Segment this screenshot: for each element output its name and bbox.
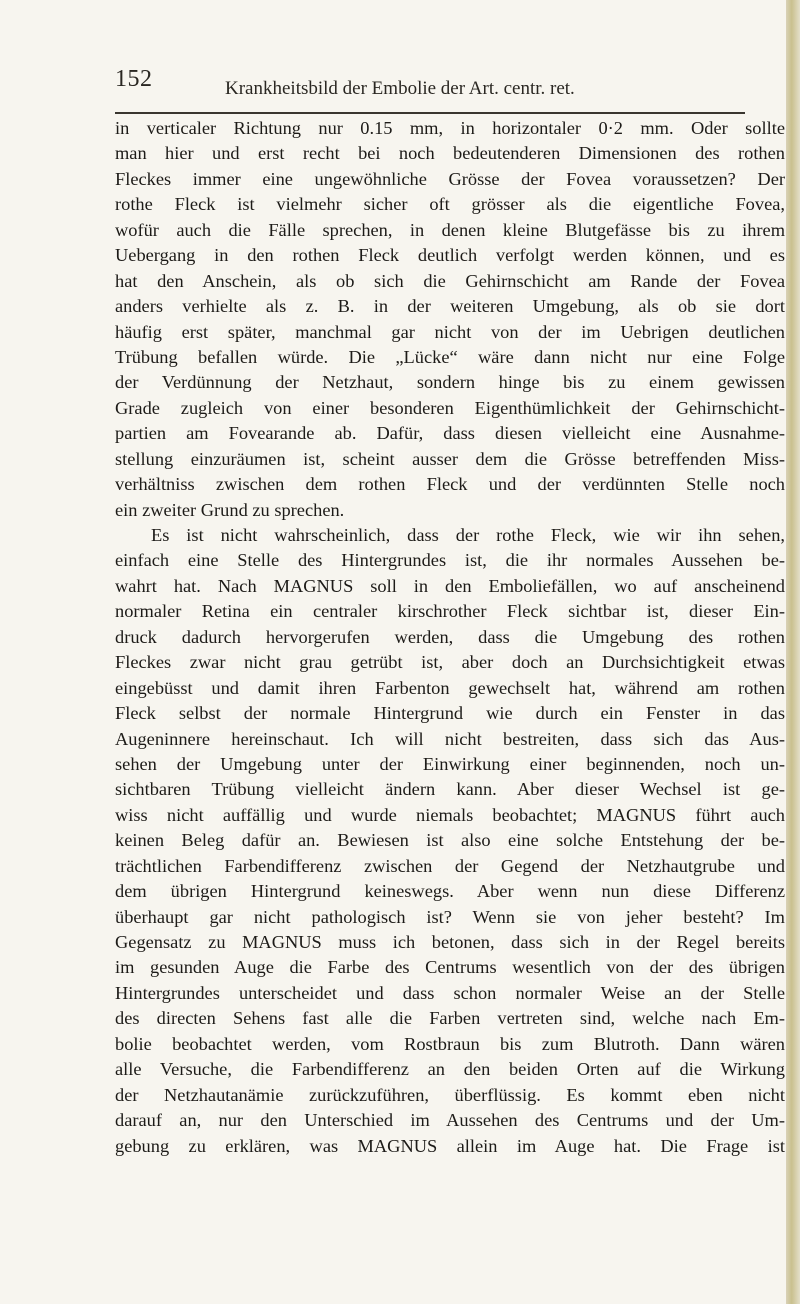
text-line: überhaupt gar nicht pathologisch ist? Wenn sie von jeher besteht? Im [115,906,785,927]
running-head: Krankheitsbild der Embolie der Art. centr. ret. [225,78,575,99]
text-line: Uebergang in den rothen Fleck deutlich verfolgt werden können, und es [115,245,785,266]
text-line: man hier und erst recht bei noch bedeutenderen Dimensionen des rothen [115,143,785,164]
text-line: druck dadurch hervorgerufen werden, dass die Umgebung des rothen [115,626,785,647]
page-number: 152 [115,66,153,92]
text-line: einfach eine Stelle des Hintergrundes ist, die ihr normales Aussehen be- [115,550,785,571]
text-line: partien am Fovearande ab. Dafür, dass diesen vielleicht eine Ausnahme- [115,423,785,444]
text-line: Grade zugleich von einer besonderen Eigenthümlichkeit der Gehirnschicht- [115,397,785,418]
text-line: in verticaler Richtung nur 0.15 mm, in horizontaler 0·2 mm. Oder sollte [115,118,785,138]
text-line: sichtbaren Trübung vielleicht ändern kann. Aber dieser Wechsel ist ge- [115,779,785,800]
text-line: häufig erst später, manchmal gar nicht von der im Uebrigen deutlichen [115,321,785,342]
text-line: wiss nicht auffällig und wurde niemals beobachtet; MAGNUS führt auch [115,804,785,825]
text-line: alle Versuche, die Farbendifferenz an den beiden Orten auf die Wirkung [115,1059,785,1080]
text-line: bolie beobachtet werden, vom Rostbraun bis zum Blutroth. Dann wären [115,1033,785,1054]
text-line: trächtlichen Farbendifferenz zwischen der Gegend der Netzhautgrube und [115,855,785,876]
text-line: dem übrigen Hintergrund keineswegs. Aber wenn nun diese Differenz [115,881,785,902]
text-line: Gegensatz zu MAGNUS muss ich betonen, dass sich in der Regel bereits [115,932,785,952]
text-line: keinen Beleg dafür an. Bewiesen ist also eine solche Entstehung der be- [115,830,785,851]
text-line: Augeninnere hereinschaut. Ich will nicht bestreiten, dass sich das Aus- [115,728,785,749]
text-line: anders verhielte als z. B. in der weiteren Umgebung, als ob sie dort [115,296,785,317]
page-edge [786,0,800,1304]
text-line: wahrt hat. Nach MAGNUS soll in den Emboliefällen, wo auf anscheinend [115,575,785,596]
text-line: des directen Sehens fast alle die Farben vertreten sind, welche nach Em- [115,1008,785,1029]
text-line: darauf an, nur den Unterschied im Aussehen des Centrums und der Um- [115,1110,785,1131]
body-text [115,116,785,1159]
text-line: wofür auch die Fälle sprechen, in denen kleine Blutgefässe bis zu ihrem [115,219,785,240]
text-line: rothe Fleck ist vielmehr sicher oft grösser als die eigentliche Fovea, [115,194,785,215]
text-line: ein zweiter Grund zu sprechen. [115,499,345,520]
text-line: hat den Anschein, als ob sich die Gehirnschicht am Rande der Fovea [115,270,785,291]
text-line: normaler Retina ein centraler kirschrother Fleck sichtbar ist, dieser Ein- [115,601,785,622]
header-rule [115,112,745,114]
page-header [115,66,775,106]
text-line: Trübung befallen würde. Die „Lücke“ wäre dann nicht nur eine Folge [115,346,785,367]
text-line: Fleckes zwar nicht grau getrübt ist, aber doch an Durchsichtigkeit etwas [115,652,785,673]
text-line: im gesunden Auge die Farbe des Centrums wesentlich von der des übrigen [115,957,785,978]
text-line: der Verdünnung der Netzhaut, sondern hinge bis zu einem gewissen [115,372,785,393]
text-line: eingebüsst und damit ihren Farbenton gewechselt hat, während am rothen [115,677,785,698]
text-line: Hintergrundes unterscheidet und dass schon normaler Weise an der Stelle [115,982,785,1003]
text-line: Fleck selbst der normale Hintergrund wie durch ein Fenster in das [115,703,785,724]
text-line: Es ist nicht wahrscheinlich, dass der rothe Fleck, wie wir ihn sehen, [151,525,785,545]
text-line: gebung zu erklären, was MAGNUS allein im Auge hat. Die Frage ist [115,1135,785,1156]
text-line: stellung einzuräumen ist, scheint ausser dem die Grösse betreffenden Miss- [115,448,785,469]
text-line: der Netzhautanämie zurückzuführen, überflüssig. Es kommt eben nicht [115,1084,785,1105]
text-line: verhältniss zwischen dem rothen Fleck und der verdünnten Stelle noch [115,474,785,495]
text-line: Fleckes immer eine ungewöhnliche Grösse der Fovea voraussetzen? Der [115,168,785,189]
text-line: sehen der Umgebung unter der Einwirkung einer beginnenden, noch un- [115,753,785,774]
